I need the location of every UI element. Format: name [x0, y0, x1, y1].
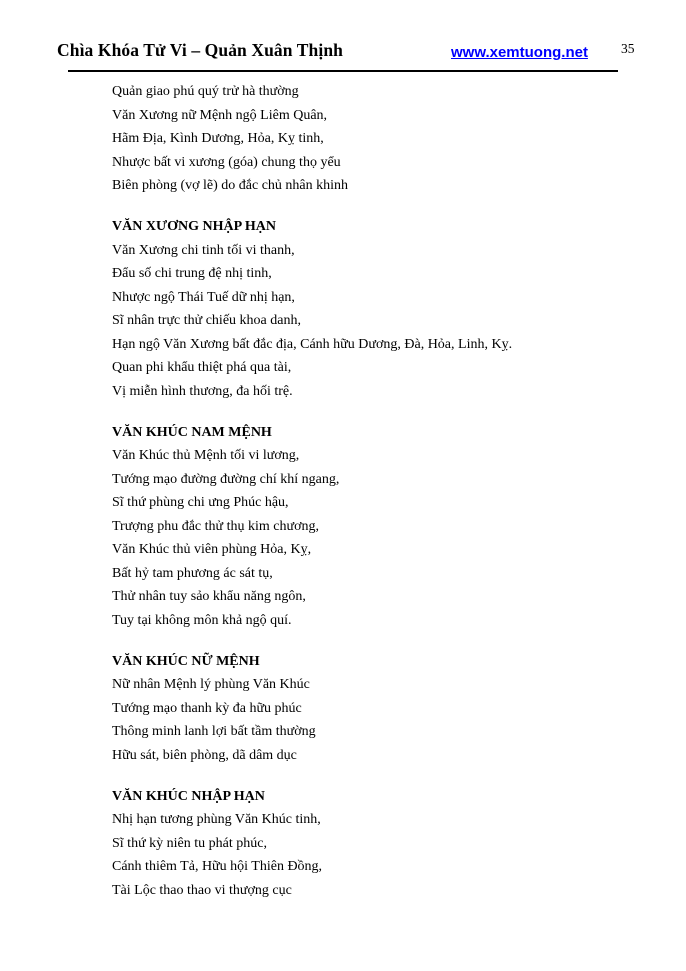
poem-line: Văn Xương nữ Mệnh ngộ Liêm Quân,	[112, 107, 328, 123]
poem-line: Vị miễn hình thương, đa hối trệ.	[112, 383, 293, 399]
poem-line: Thông minh lanh lợi bất tầm thường	[112, 724, 316, 739]
poem-line: Nữ nhân Mệnh lý phùng Văn Khúc	[112, 677, 310, 692]
poem-line: Đẩu số chi trung đệ nhị tinh,	[112, 266, 272, 281]
poem-line: Trượng phu đắc thử thụ kim chương,	[112, 518, 319, 534]
poem-section	[112, 80, 670, 198]
poem-line: Biên phòng (vợ lẽ) do đắc chủ nhân khinh	[112, 178, 349, 193]
section-heading: VĂN XƯƠNG NHẬP HẠN	[112, 219, 276, 234]
poem-line: Hạn ngộ Văn Xương bất đắc địa, Cánh hữu Dương, Đà, Hỏa, Linh, Kỵ.	[112, 336, 513, 352]
document-title: Chìa Khóa Tử Vi – Quản Xuân Thịnh	[57, 40, 343, 60]
poem-line: Sĩ thứ kỳ niên tu phát phúc,	[112, 835, 267, 851]
section-heading: VĂN KHÚC NHẬP HẠN	[112, 788, 265, 804]
section-heading: VĂN KHÚC NỮ MỆNH	[112, 653, 260, 669]
poem-line: Tài Lộc thao thao vi thượng cục	[112, 882, 292, 898]
poem-line: Tướng mạo thanh kỳ đa hữu phúc	[112, 700, 302, 716]
poem-line: Bất hỷ tam phương ác sát tụ,	[112, 565, 273, 581]
poem-line: Nhược bất vi xương (góa) chung thọ yểu	[112, 154, 341, 170]
website-link[interactable]: www.xemtuong.net	[451, 44, 588, 61]
poem-line: Thử nhân tuy sảo khẩu năng ngôn,	[112, 589, 306, 604]
poem-line: Tuy tại không môn khả ngộ quí.	[112, 612, 292, 628]
poem-line: Nhị hạn tương phùng Văn Khúc tinh,	[112, 812, 321, 827]
poem-section	[112, 785, 670, 903]
poem-line: Hữu sát, biên phòng, dã dâm dục	[112, 747, 297, 763]
section-heading: VĂN KHÚC NAM MỆNH	[112, 424, 272, 440]
page-number: 35	[621, 41, 635, 56]
header-rule	[68, 70, 618, 72]
poem-line: Nhược ngộ Thái Tuế dữ nhị hạn,	[112, 289, 295, 305]
poem-section	[112, 421, 670, 633]
poem-line: Hãm Địa, Kình Dương, Hỏa, Kỵ tinh,	[112, 131, 324, 146]
poem-line: Văn Khúc thủ Mệnh tối vi lương,	[112, 448, 300, 463]
document-body	[112, 80, 670, 902]
poem-section	[112, 215, 670, 403]
poem-line: Quan phi khẩu thiệt phá qua tài,	[112, 360, 292, 375]
poem-section	[112, 650, 670, 768]
poem-line: Văn Khúc thủ viên phùng Hỏa, Kỵ,	[112, 542, 312, 557]
poem-line: Văn Xương chi tinh tối vi thanh,	[112, 242, 295, 258]
poem-line: Sĩ thứ phùng chi ưng Phúc hậu,	[112, 495, 289, 510]
poem-line: Tướng mạo đường đường chí khí ngang,	[112, 471, 340, 487]
poem-line: Sĩ nhân trực thử chiếu khoa danh,	[112, 313, 301, 328]
poem-line: Quản giao phú quý trử hà thường	[112, 84, 299, 99]
poem-line: Cánh thiêm Tả, Hữu hội Thiên Đồng,	[112, 859, 323, 874]
